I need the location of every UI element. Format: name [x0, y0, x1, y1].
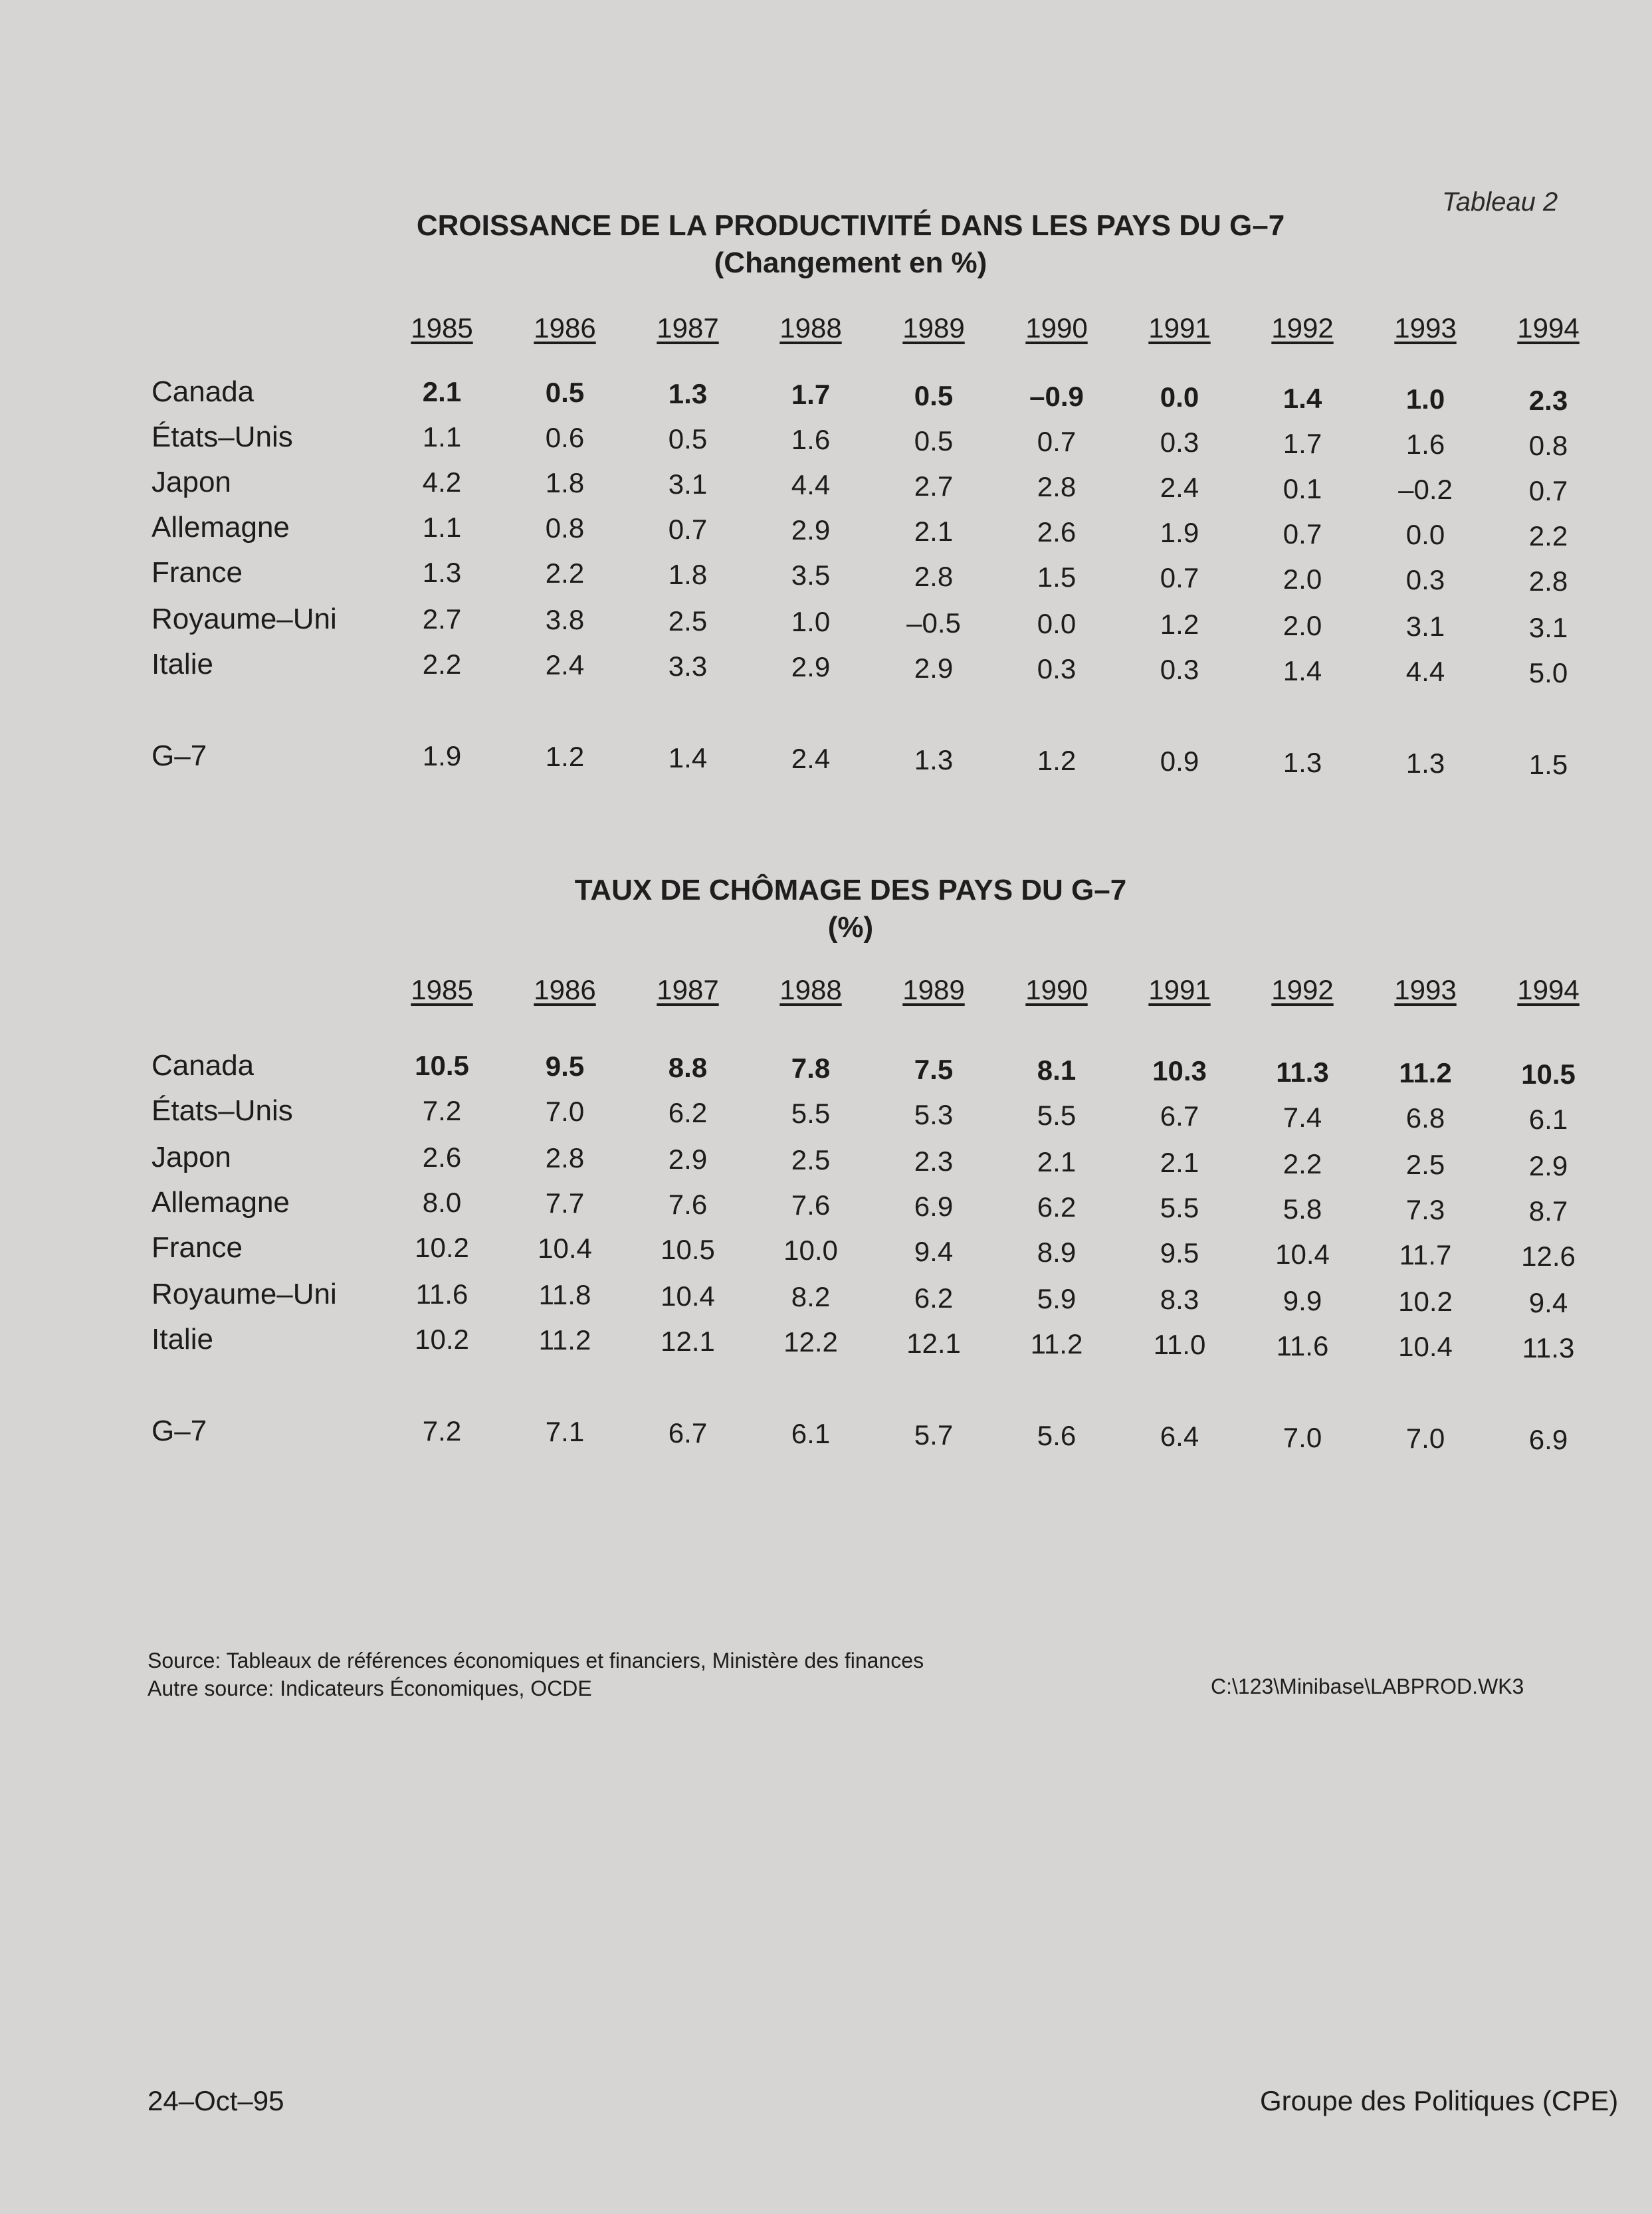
table-cell: 1.4 — [1283, 654, 1322, 686]
source-line: Source: Tableaux de références économiques et financiers, Ministère des finances — [148, 1649, 924, 1672]
table-cell: 1.6 — [1405, 429, 1445, 460]
table-cell: 0.5 — [668, 423, 708, 454]
table-cell: 6.2 — [1037, 1191, 1077, 1223]
table-cell: 2.2 — [1528, 520, 1568, 552]
table-cell: –0.9 — [1029, 381, 1084, 412]
table-cell: 2.5 — [668, 605, 708, 637]
table-cell: 10.2 — [415, 1232, 469, 1263]
table-cell: 0.8 — [1528, 429, 1568, 461]
table-cell: 9.5 — [545, 1051, 585, 1082]
unemployment-title-block — [199, 872, 1502, 946]
table-cell: 6.9 — [914, 1190, 954, 1222]
table-cell: 11.8 — [538, 1279, 591, 1311]
table-cell: 0.7 — [1160, 562, 1199, 594]
table-cell: 0.0 — [1405, 519, 1445, 551]
table-cell: 2.4 — [1160, 472, 1199, 504]
table-cell: 10.4 — [1398, 1331, 1453, 1363]
table-cell: 6.8 — [1405, 1102, 1445, 1134]
table-cell: 6.7 — [668, 1417, 708, 1449]
table-cell: 0.7 — [668, 513, 708, 545]
country-label: Italie — [152, 648, 213, 680]
table-cell: 6.2 — [914, 1282, 954, 1314]
table-cell: 11.0 — [1153, 1329, 1206, 1361]
tableau-label: Tableau 2 — [1442, 187, 1558, 217]
year-header-cell: 1990 — [1025, 312, 1088, 344]
table-cell: 1.9 — [422, 740, 462, 771]
table-cell: 2.7 — [914, 470, 954, 502]
table-cell: 7.6 — [791, 1189, 831, 1221]
table-cell: 1.4 — [668, 742, 708, 773]
table-row — [0, 553, 1652, 597]
table-row — [0, 1183, 1652, 1227]
table-cell: 5.8 — [1283, 1193, 1322, 1225]
table-cell: 1.0 — [791, 606, 831, 638]
table-cell: 9.9 — [1283, 1284, 1322, 1316]
country-label: Allemagne — [152, 511, 290, 544]
country-label: Canada — [152, 375, 255, 408]
year-header-cell: 1986 — [534, 312, 596, 344]
productivity-title-block — [199, 207, 1502, 282]
table-cell: 0.3 — [1160, 654, 1199, 686]
table-cell: 2.8 — [1037, 471, 1077, 502]
table-cell: 1.8 — [545, 467, 585, 499]
table-cell: 9.4 — [914, 1235, 954, 1267]
table-row — [0, 417, 1652, 461]
other-source-line: Autre source: Indicateurs Économiques, OCDE — [148, 1676, 592, 1700]
table-cell: 6.7 — [1160, 1100, 1199, 1132]
table-cell: 11.2 — [1030, 1328, 1083, 1359]
table-row — [0, 372, 1652, 416]
year-header-cell: 1991 — [1148, 974, 1211, 1005]
table-cell: 3.1 — [668, 468, 708, 500]
table-cell: 1.2 — [1037, 745, 1077, 776]
year-header-cell: 1993 — [1394, 312, 1457, 344]
table-cell: 2.4 — [791, 743, 831, 775]
table-cell: 1.2 — [545, 741, 585, 773]
table-cell: 5.9 — [1037, 1283, 1077, 1314]
table-cell: 11.6 — [415, 1278, 468, 1310]
table-cell: 2.1 — [422, 376, 462, 407]
table-cell: 10.4 — [538, 1233, 592, 1264]
country-label: Japon — [152, 466, 231, 498]
table-cell: 0.0 — [1037, 608, 1077, 639]
country-label: Royaume–Uni — [152, 1278, 337, 1310]
table-cell: 0.6 — [545, 422, 585, 454]
table-cell: 7.5 — [914, 1053, 954, 1085]
table-cell: 2.8 — [1528, 565, 1568, 597]
table-cell: 2.5 — [791, 1144, 831, 1176]
table-cell: 2.2 — [422, 649, 462, 680]
table-cell: 0.3 — [1037, 653, 1077, 684]
year-header-cell: 1989 — [902, 974, 965, 1005]
table-cell: 1.1 — [422, 421, 462, 453]
table-cell: 1.3 — [1283, 746, 1322, 778]
table-row — [0, 1320, 1652, 1363]
productivity-title: CROISSANCE DE LA PRODUCTIVITÉ DANS LES PAYS DU G–7 — [416, 209, 1285, 242]
table-cell: 12.1 — [906, 1327, 961, 1359]
g7-row — [0, 1411, 1652, 1455]
table-cell: 7.8 — [791, 1053, 831, 1084]
table-cell: 11.3 — [1522, 1332, 1575, 1363]
table-cell: 0.5 — [545, 377, 585, 409]
table-cell: 11.2 — [538, 1324, 591, 1356]
country-label: G–7 — [152, 740, 207, 772]
country-label: Allemagne — [152, 1186, 290, 1219]
table-cell: 2.8 — [545, 1142, 585, 1174]
table-cell: 2.1 — [1160, 1147, 1199, 1179]
table-cell: 1.9 — [1160, 517, 1199, 549]
year-header-cell: 1989 — [902, 312, 965, 344]
table-cell: 8.2 — [791, 1281, 831, 1313]
table-cell: 2.9 — [791, 514, 831, 546]
table-cell: 11.6 — [1276, 1330, 1329, 1361]
table-cell: 8.9 — [1037, 1237, 1077, 1268]
table-cell: 9.5 — [1160, 1237, 1199, 1269]
table-cell: 10.5 — [415, 1050, 469, 1081]
country-label: Royaume–Uni — [152, 603, 337, 635]
table-cell: 8.1 — [1037, 1055, 1077, 1086]
table-cell: 5.6 — [1037, 1420, 1077, 1451]
table-cell: 2.6 — [422, 1142, 462, 1173]
table-cell: 3.8 — [545, 604, 585, 636]
table-row — [0, 1091, 1652, 1135]
table-cell: 7.4 — [1283, 1101, 1322, 1133]
country-label: États–Unis — [152, 421, 293, 453]
table-cell: 7.0 — [545, 1096, 585, 1128]
table-cell: 1.1 — [422, 512, 462, 543]
table-cell: 5.7 — [914, 1419, 954, 1451]
g7-row — [0, 736, 1652, 780]
country-label: France — [152, 1231, 243, 1264]
table-row — [0, 599, 1652, 643]
table-cell: 0.3 — [1405, 564, 1445, 596]
table-row — [0, 1228, 1652, 1272]
productivity-subtitle: (Changement en %) — [714, 247, 987, 279]
year-header-cell: 1987 — [657, 974, 719, 1005]
table-cell: 2.1 — [1037, 1146, 1077, 1177]
table-cell: 0.8 — [545, 512, 585, 544]
table-cell: 0.7 — [1283, 518, 1322, 550]
table-row — [0, 508, 1652, 552]
table-cell: 2.1 — [914, 515, 954, 547]
country-label: Italie — [152, 1323, 213, 1356]
table-cell: 7.6 — [668, 1188, 708, 1220]
table-cell: 3.1 — [1405, 611, 1445, 643]
table-cell: 10.5 — [661, 1233, 715, 1265]
country-label: Canada — [152, 1049, 255, 1082]
table-cell: 2.7 — [422, 603, 462, 635]
table-cell: 8.0 — [422, 1187, 462, 1218]
table-cell: 7.0 — [1283, 1421, 1322, 1453]
table-cell: 11.3 — [1276, 1056, 1329, 1088]
table-cell: 2.8 — [914, 560, 954, 592]
table-cell: 8.8 — [668, 1051, 708, 1083]
year-header-cell: 1985 — [411, 974, 473, 1005]
table-cell: 10.4 — [1275, 1238, 1330, 1270]
table-cell: 2.3 — [1528, 384, 1568, 416]
unemployment-year-header — [0, 974, 1652, 1014]
year-header-cell: 1988 — [779, 312, 842, 344]
table-row — [0, 462, 1652, 506]
table-cell: 1.3 — [668, 377, 708, 409]
year-header-cell: 1990 — [1025, 974, 1088, 1005]
table-cell: 10.0 — [783, 1235, 838, 1266]
unemployment-title: TAUX DE CHÔMAGE DES PAYS DU G–7 — [574, 874, 1127, 906]
country-label: G–7 — [152, 1415, 207, 1447]
table-cell: 4.4 — [791, 469, 831, 501]
table-cell: 7.1 — [545, 1416, 585, 1448]
table-cell: 5.3 — [914, 1098, 954, 1130]
footer-group: Groupe des Politiques (CPE) — [1260, 2085, 1619, 2116]
table-cell: 0.5 — [914, 379, 954, 411]
table-cell: 1.6 — [791, 424, 831, 456]
table-cell: 0.1 — [1283, 472, 1322, 504]
table-cell: 1.7 — [1283, 427, 1322, 459]
table-cell: 0.0 — [1160, 381, 1199, 413]
table-cell: 10.4 — [661, 1280, 715, 1312]
table-cell: 2.0 — [1283, 563, 1322, 595]
table-cell: 12.2 — [783, 1326, 838, 1358]
table-cell: 10.2 — [415, 1324, 469, 1355]
table-cell: 2.9 — [1528, 1150, 1568, 1181]
table-cell: 6.1 — [791, 1418, 831, 1450]
country-label: France — [152, 556, 243, 589]
table-cell: 3.3 — [668, 650, 708, 682]
table-cell: 2.5 — [1405, 1149, 1445, 1181]
table-cell: 1.7 — [791, 379, 831, 411]
year-header-cell: 1986 — [534, 974, 596, 1005]
table-cell: 1.5 — [1037, 561, 1077, 593]
table-cell: –0.5 — [906, 607, 961, 639]
table-cell: 4.4 — [1405, 656, 1445, 688]
table-cell: –0.2 — [1398, 474, 1453, 506]
table-cell: 7.2 — [422, 1415, 462, 1447]
country-label: Japon — [152, 1141, 231, 1173]
table-cell: 3.1 — [1528, 611, 1568, 643]
table-row — [0, 1274, 1652, 1318]
table-cell: 3.5 — [791, 559, 831, 591]
table-cell: 1.5 — [1528, 748, 1568, 780]
year-header-cell: 1988 — [779, 974, 842, 1005]
table-cell: 11.7 — [1399, 1239, 1452, 1271]
table-cell: 11.2 — [1399, 1057, 1452, 1089]
table-cell: 1.3 — [1405, 748, 1445, 779]
table-cell: 6.2 — [668, 1096, 708, 1128]
table-cell: 1.3 — [914, 744, 954, 775]
table-cell: 2.2 — [1283, 1148, 1322, 1179]
footer-date: 24–Oct–95 — [148, 2085, 284, 2116]
table-cell: 8.3 — [1160, 1284, 1199, 1316]
table-cell: 0.9 — [1160, 746, 1199, 777]
table-cell: 12.1 — [661, 1325, 715, 1357]
table-cell: 1.3 — [422, 557, 462, 588]
table-cell: 6.1 — [1528, 1103, 1568, 1135]
table-cell: 2.2 — [545, 557, 585, 589]
table-cell: 1.4 — [1283, 382, 1322, 414]
table-cell: 5.0 — [1528, 656, 1568, 688]
table-cell: 5.5 — [1160, 1192, 1199, 1224]
country-label: États–Unis — [152, 1094, 293, 1127]
year-header-cell: 1993 — [1394, 974, 1457, 1005]
table-cell: 10.2 — [1398, 1286, 1453, 1318]
table-cell: 5.5 — [791, 1098, 831, 1130]
table-cell: 5.5 — [1037, 1100, 1077, 1131]
table-cell: 6.9 — [1528, 1423, 1568, 1455]
table-cell: 2.9 — [668, 1143, 708, 1175]
file-path: C:\123\Minibase\LABPROD.WK3 — [1211, 1674, 1524, 1698]
year-header-cell: 1985 — [411, 312, 473, 344]
table-cell: 0.7 — [1037, 426, 1077, 457]
year-header-cell: 1987 — [657, 312, 719, 344]
table-cell: 2.3 — [914, 1145, 954, 1177]
table-cell: 7.7 — [545, 1187, 585, 1219]
table-cell: 7.0 — [1405, 1423, 1445, 1455]
table-cell: 2.6 — [1037, 516, 1077, 548]
table-cell: 1.2 — [1160, 609, 1199, 641]
table-cell: 4.2 — [422, 466, 462, 498]
table-cell: 1.8 — [668, 558, 708, 590]
table-cell: 8.7 — [1528, 1195, 1568, 1227]
table-row — [0, 645, 1652, 688]
unemployment-subtitle: (%) — [827, 911, 874, 944]
table-cell: 2.4 — [545, 649, 585, 681]
year-header-cell: 1994 — [1517, 974, 1580, 1005]
table-cell: 10.5 — [1521, 1058, 1576, 1090]
table-row — [0, 1138, 1652, 1181]
year-header-cell: 1994 — [1517, 312, 1580, 344]
table-cell: 12.6 — [1521, 1240, 1576, 1272]
table-cell: 1.0 — [1405, 383, 1445, 415]
table-cell: 2.9 — [791, 651, 831, 683]
table-cell: 2.0 — [1283, 609, 1322, 641]
table-cell: 9.4 — [1528, 1286, 1568, 1318]
table-cell: 7.2 — [422, 1095, 462, 1126]
table-cell: 0.3 — [1160, 427, 1199, 458]
table-cell: 2.9 — [914, 652, 954, 684]
table-cell: 0.5 — [914, 425, 954, 456]
year-header-cell: 1991 — [1148, 312, 1211, 344]
table-cell: 0.7 — [1528, 474, 1568, 506]
year-header-cell: 1992 — [1271, 974, 1334, 1005]
table-cell: 6.4 — [1160, 1421, 1199, 1453]
table-cell: 7.3 — [1405, 1194, 1445, 1226]
table-cell: 10.3 — [1152, 1055, 1207, 1087]
productivity-year-header — [0, 312, 1652, 352]
year-header-cell: 1992 — [1271, 312, 1334, 344]
table-row — [0, 1046, 1652, 1090]
